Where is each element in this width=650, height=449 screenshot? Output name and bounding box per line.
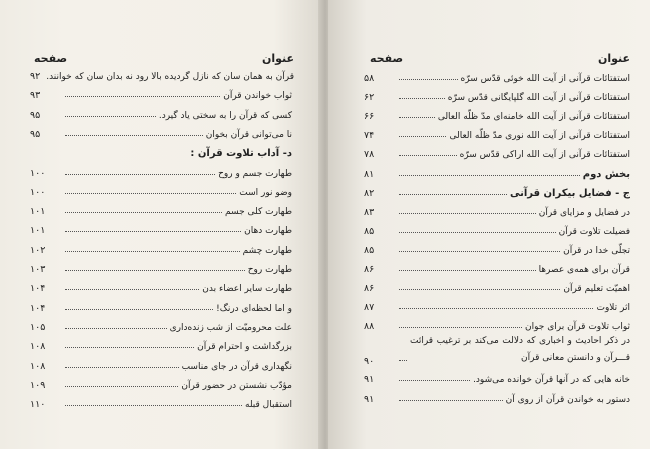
toc-leader-dots — [399, 79, 458, 80]
toc-leader-dots — [65, 386, 178, 387]
toc-entry — [364, 123, 630, 141]
toc-page-number: ۸۳ — [364, 206, 375, 218]
toc-entry-title: دستور به خواندن قرآن از روی آن — [505, 394, 630, 405]
toc-page-number: ۹۱ — [364, 374, 375, 386]
toc-page-number: ۱۰۸ — [30, 341, 46, 353]
toc-leader-dots — [65, 289, 199, 290]
toc-leader-dots — [65, 328, 167, 329]
toc-entry — [30, 373, 292, 391]
toc-entry — [30, 218, 292, 236]
toc-entry-title: ثواب تلاوت قرآن برای جوان — [525, 322, 630, 333]
toc-entry — [30, 276, 292, 294]
toc-entry-title: نگهداری قرآن در جای مناسب — [181, 361, 292, 372]
toc-page-number: ۸۵ — [364, 244, 375, 256]
toc-page-number: ۹۰ — [364, 356, 375, 368]
toc-leader-dots — [65, 251, 240, 252]
toc-entry — [30, 161, 292, 179]
toc-leader-dots — [399, 175, 580, 176]
toc-entry — [364, 314, 630, 332]
toc-leader-dots — [65, 212, 222, 213]
toc-section-heading — [364, 181, 630, 199]
toc-leader-dots — [399, 308, 593, 309]
toc-entry — [364, 142, 630, 160]
toc-leader-dots — [399, 155, 457, 156]
toc-leader-dots — [399, 270, 536, 271]
toc-leader-dots — [399, 380, 470, 381]
toc-entry-title: د- آداب تلاوت قرآن : — [190, 148, 292, 160]
toc-entry-title: طهارت چشم — [242, 245, 292, 256]
toc-entry-title: استفتائات قرآنی از آیت الله خامنه‌ای مدّ ظلّه العالی — [437, 112, 630, 123]
toc-page-number: ۹۲ — [30, 71, 41, 82]
toc-page-number: ۷۴ — [364, 130, 375, 142]
toc-entry-title: ج - فضایل بیکران قرآنی — [509, 187, 630, 199]
toc-leader-dots — [399, 327, 522, 328]
toc-entry-title: مؤدّب نشستن در حضور قرآن — [181, 380, 292, 391]
toc-page-number: ۱۰۰ — [30, 167, 46, 179]
toc-leader-dots — [65, 270, 245, 271]
toc-entry-title: استقبال قبله — [245, 400, 292, 411]
toc-entry-title: علت محرومیّت از شب زنده‌داری — [169, 322, 292, 333]
toc-entry — [30, 334, 292, 352]
toc-page-number: ۱۰۵ — [30, 321, 46, 333]
toc-page-number: ۱۰۸ — [30, 360, 46, 372]
toc-entry — [30, 238, 292, 256]
toc-entry-title: کسی که قرآن را به سختی یاد گیرد. — [158, 110, 292, 121]
toc-entry-title: اهمیّت تعلیم قرآن — [563, 284, 630, 295]
toc-leader-dots — [65, 135, 203, 136]
toc-leader-dots — [65, 405, 242, 406]
toc-entry-title: قرآن برای همه‌ی عصرها — [538, 265, 630, 275]
toc-entry — [30, 103, 292, 121]
toc-entry-title: وضو نور است — [239, 187, 292, 198]
toc-page-number: ۹۱ — [364, 393, 375, 405]
toc-entry-title: اثر تلاوت — [596, 303, 630, 314]
right-title-column-header: عنوان — [597, 52, 630, 65]
toc-section-heading — [364, 162, 630, 180]
toc-page-number: ۵۸ — [364, 73, 375, 84]
toc-leader-dots — [65, 231, 241, 232]
toc-page-number: ۹۳ — [30, 90, 41, 102]
toc-entry-title: استفتائات قرآنی از آیت الله خوئی قدّس سرّه — [460, 74, 630, 84]
toc-section-heading — [30, 141, 292, 159]
toc-entry-title: طهارت دهان — [244, 226, 292, 237]
toc-entry-title: استفتائات قرآنی از آیت الله نوری مدّ ظلّه العالی — [449, 131, 630, 142]
toc-page-number: ۱۱۰ — [30, 399, 46, 411]
toc-page-number: ۸۶ — [364, 283, 375, 295]
toc-page-number: ۸۸ — [364, 321, 375, 333]
toc-leader-dots — [399, 360, 407, 361]
toc-entry — [30, 354, 292, 372]
toc-leader-dots — [399, 213, 536, 214]
toc-entry — [30, 64, 295, 82]
toc-leader-dots — [399, 117, 435, 118]
toc-leader-dots — [399, 289, 560, 290]
toc-entry-title: طهارت روح — [247, 265, 292, 275]
toc-page-number: ۱۰۲ — [30, 244, 46, 256]
toc-page-number: ۶۲ — [364, 92, 375, 104]
toc-entry — [30, 315, 292, 333]
toc-entry — [364, 66, 630, 84]
toc-entry-title: ثواب خواندن قرآن — [223, 91, 292, 102]
toc-leader-dots — [65, 347, 194, 348]
toc-entry-title: طهارت جسم و روح — [218, 168, 292, 179]
toc-leader-dots — [399, 251, 560, 252]
toc-entry-title: تجلّی خدا در قرآن — [563, 245, 630, 256]
toc-entry — [364, 257, 630, 275]
toc-page-number: ۸۶ — [364, 264, 375, 275]
toc-leader-dots — [65, 96, 220, 97]
toc-page-number: ۸۱ — [364, 168, 375, 180]
toc-entry — [30, 257, 292, 275]
toc-entry-title: بزرگداشت و احترام قرآن — [197, 342, 292, 353]
toc-entry — [30, 296, 292, 314]
toc-entry-title: طهارت سایر اعضاء بدن — [202, 284, 292, 295]
toc-entry-title: فضیلت تلاوت قرآن — [558, 226, 630, 237]
toc-page-number: ۹۵ — [30, 109, 41, 121]
toc-page-number: ۱۰۱ — [30, 206, 46, 218]
toc-entry-title: خانه هایی که در آنها قرآن خوانده می‌شود. — [473, 375, 630, 386]
toc-leader-dots — [65, 367, 179, 368]
toc-leader-dots — [399, 232, 556, 233]
toc-entry-title: قرآن به همان سان که نازل گردیده بالا رود نه بدان سان که خوانند. — [46, 72, 295, 82]
toc-entry-title: نا می‌توانی قرآن بخوان — [205, 129, 292, 140]
toc-page-number: ۱۰۱ — [30, 225, 46, 237]
toc-leader-dots — [399, 98, 445, 99]
toc-leader-dots — [65, 193, 236, 194]
toc-leader-dots — [399, 136, 446, 137]
toc-entry — [364, 276, 630, 294]
toc-entry — [30, 83, 292, 101]
toc-leader-dots — [399, 194, 507, 195]
toc-entry — [364, 387, 630, 405]
toc-entry — [364, 295, 630, 313]
toc-entry — [30, 392, 292, 410]
toc-entry — [364, 85, 630, 103]
toc-entry — [364, 333, 630, 367]
right-page-column-header: صفحه — [370, 52, 404, 65]
toc-page-number: ۸۷ — [364, 302, 375, 314]
toc-page-number: ۱۰۹ — [30, 379, 46, 391]
toc-page-number: ۸۵ — [364, 225, 375, 237]
toc-page-number: ۶۶ — [364, 111, 375, 123]
toc-page-number: ۱۰۴ — [30, 283, 46, 295]
toc-entry — [30, 199, 292, 217]
toc-entry — [364, 219, 630, 237]
toc-entry-title: و اما لحظه‌ای درنگ! — [216, 303, 292, 314]
toc-entry-title: در ذکر احادیث و اخباری که دلالت می‌کند بر ترغیب قرائت قـــرآن و دانستن معانی قرآن — [410, 336, 630, 364]
right-page — [328, 0, 650, 449]
toc-entry-title: در فضایل و مزایای قرآن — [538, 207, 630, 218]
toc-entry-title: طهارت کلی جسم — [225, 207, 292, 218]
toc-entry-title: استفتائات قرآنی از آیت الله گلپایگانی قدّس سرّه — [447, 93, 630, 104]
toc-page-number: ۱۰۴ — [30, 302, 46, 314]
toc-leader-dots — [399, 400, 503, 401]
toc-page-number: ۸۲ — [364, 187, 375, 199]
toc-leader-dots — [65, 309, 213, 310]
left-page-column-header: صفحه — [34, 52, 68, 65]
toc-entry-title: بخش دوم — [582, 168, 630, 180]
toc-entry — [364, 367, 630, 385]
toc-leader-dots — [65, 116, 156, 117]
toc-entry — [364, 104, 630, 122]
toc-entry — [30, 180, 292, 198]
left-title-column-header: عنوان — [261, 52, 294, 65]
toc-entry — [364, 200, 630, 218]
toc-page-number: ۱۰۰ — [30, 186, 46, 198]
left-page — [0, 0, 322, 449]
toc-entry — [30, 122, 292, 140]
toc-page-number: ۱۰۳ — [30, 264, 46, 275]
toc-entry-title: استفتائات قرآنی از آیت الله اراکی قدّس سرّه — [459, 150, 630, 161]
toc-entry — [364, 238, 630, 256]
toc-page-number: ۹۵ — [30, 128, 41, 140]
toc-page-number: ۷۸ — [364, 149, 375, 161]
toc-leader-dots — [65, 174, 215, 175]
